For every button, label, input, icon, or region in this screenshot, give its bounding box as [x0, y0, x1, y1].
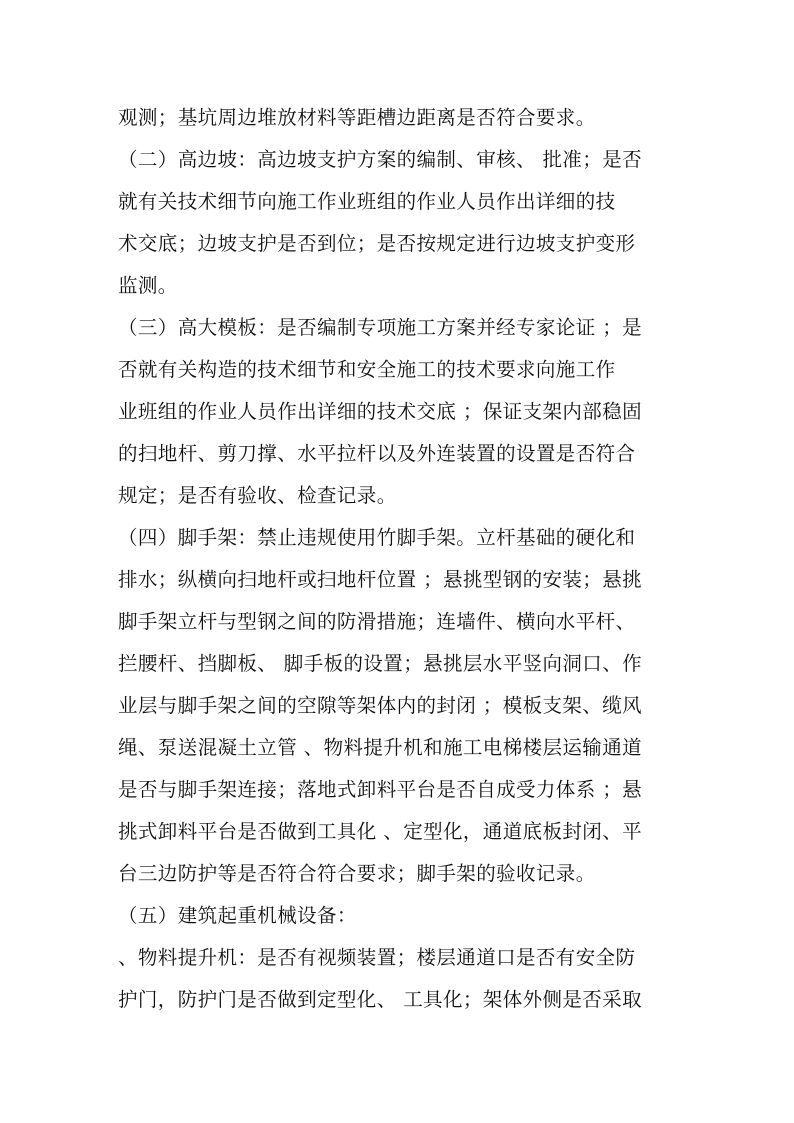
text-line: （四）脚手架：禁止违规使用竹脚手架。立杆基础的硬化和 — [118, 526, 636, 549]
text-line: 挑式卸料平台是否做到工具化 、定型化，通道底板封闭、平 — [118, 820, 642, 843]
text-line: 台三边防护等是否符合符合要求；脚手架的验收记录。 — [118, 862, 596, 885]
text-line: 是否与脚手架连接；落地式卸料平台是否自成受力体系 ；悬 — [118, 778, 642, 801]
text-line: 观测；基坑周边堆放材料等距槽边距离是否符合要求。 — [118, 106, 596, 129]
text-line: （五）建筑起重机械设备： — [118, 904, 357, 927]
text-line: 就有关技术细节向施工作业班组的作业人员作出详细的技 — [118, 190, 616, 213]
text-line: 绳、泵送混凝土立管 、物料提升机和施工电梯楼层运输通道 — [118, 736, 642, 759]
text-line: 否就有关构造的技术细节和安全施工的技术要求向施工作 — [118, 358, 616, 381]
text-line: 的扫地杆、剪刀撑、水平拉杆以及外连装置的设置是否符合 — [118, 442, 636, 465]
text-line: 排水；纵横向扫地杆或扫地杆位置 ；悬挑型钢的安装；悬挑 — [118, 568, 642, 591]
text-line: 规定；是否有验收、检查记录。 — [118, 484, 397, 507]
text-line: 监测。 — [118, 274, 178, 297]
text-line: 脚手架立杆与型钢之间的防滑措施；连墙件、横向水平杆、 — [118, 610, 636, 633]
text-line: （三）高大模板：是否编制专项施工方案并经专家论证 ；是 — [118, 316, 642, 339]
text-line: 业班组的作业人员作出详细的技术交底 ；保证支架内部稳固 — [118, 400, 642, 423]
text-line: 护门，防护门是否做到定型化、 工具化；架体外侧是否采取 — [118, 988, 642, 1011]
text-line: 拦腰杆、挡脚板、 脚手板的设置；悬挑层水平竖向洞口、作 — [118, 652, 642, 675]
text-line: 、物料提升机：是否有视频装置；楼层通道口是否有安全防 — [118, 946, 636, 969]
text-line: （二）高边坡：高边坡支护方案的编制、审核、 批准；是否 — [118, 148, 642, 171]
text-line: 术交底；边坡支护是否到位；是否按规定进行边坡支护变形 — [118, 232, 636, 255]
text-line: 业层与脚手架之间的空隙等架体内的封闭 ；模板支架、缆风 — [118, 694, 642, 717]
